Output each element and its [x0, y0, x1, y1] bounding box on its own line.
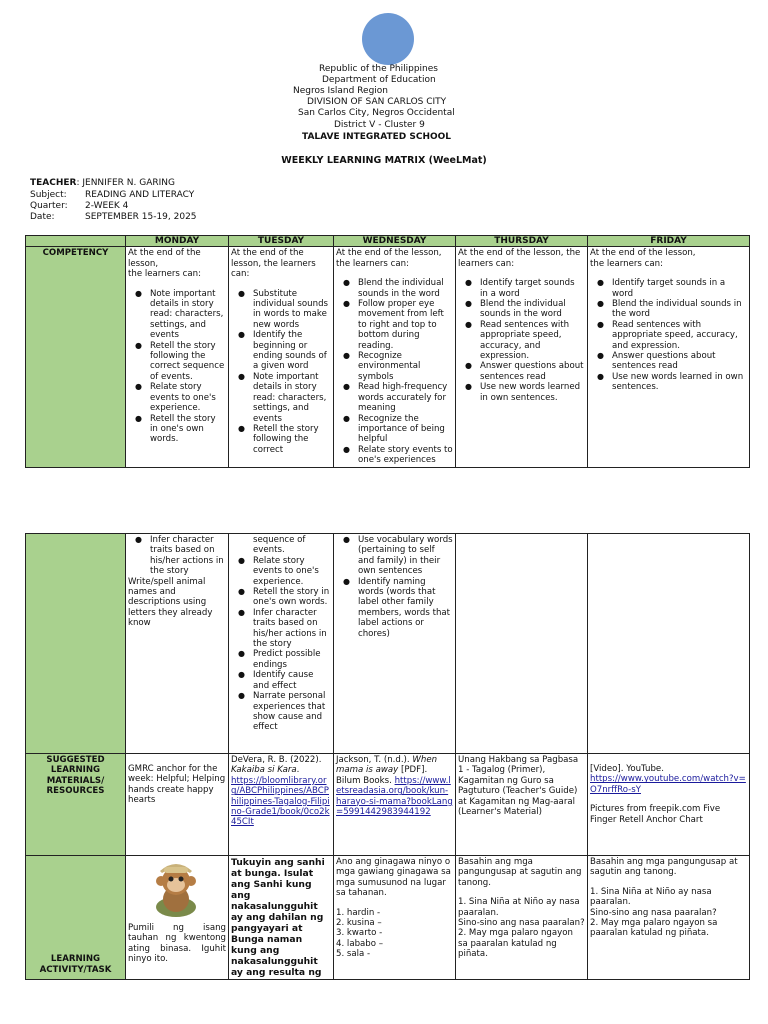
materials-text: Unang Hakbang sa Pagbasa 1 - Tagalog (Primer), Kagamitan ng Guro sa Pagtuturo (Teacher's Guide) at Kagamitan ng Mag-aaral (Learner's Material) — [458, 755, 579, 818]
intro-text: At the end of the lesson, — [128, 248, 201, 269]
meta-quarter — [30, 201, 128, 212]
corner-header-cell — [26, 236, 126, 247]
activity-friday — [588, 856, 750, 980]
materials-friday — [588, 754, 750, 856]
materials-wednesday — [334, 754, 456, 856]
header-district: District V - Cluster 9 — [334, 120, 425, 130]
activity-text: Basahin ang mga pangungusap at sagutin ang tanong. — [458, 857, 582, 888]
intro-text: the learners can: — [128, 269, 201, 280]
subject-label: Subject: — [30, 190, 67, 200]
materials-citation — [336, 755, 453, 817]
list-item: ● Relate story events to one's experiences — [358, 445, 453, 466]
continued-text: sequence of events. — [253, 535, 306, 556]
materials-text: Pictures from freepik.com Five Finger Retell Anchor Chart — [590, 804, 721, 825]
materials-citation — [231, 755, 331, 776]
materials-tuesday — [229, 754, 334, 856]
materials-text: [Video]. YouTube. — [590, 764, 664, 774]
activity-item: Sino-sino ang nasa paaralan? — [590, 907, 717, 918]
subject-value: READING AND LITERACY — [85, 190, 195, 200]
list-item: ● Recognize environmental symbols — [358, 351, 453, 382]
intro-text: the learners can: — [590, 258, 663, 269]
materials-thursday — [456, 754, 588, 856]
list-item: ● Recognize the importance of being helpful — [358, 414, 453, 445]
materials-link[interactable]: https://bloomlibrary.org/ABCPhilippines/ABCPhilippines-Tagalog-Filipino-Grade1/book/0co2k45CIt — [231, 775, 330, 828]
row-label-materials: SUGGESTED LEARNING MATERIALS/ RESOURCES — [26, 754, 126, 856]
activity-wednesday — [334, 856, 456, 980]
header-division: DIVISION OF SAN CARLOS CITY — [307, 97, 447, 107]
competency-thursday — [456, 247, 588, 467]
activity-text: Ano ang ginagawa ninyo o mga gawiang ginagawa sa mga sumusunod na lugar sa tahanan. — [336, 857, 451, 899]
row-label-activity: LEARNING ACTIVITY/TASK — [26, 856, 126, 980]
intro-text: At the end of the lesson, the learners can: — [458, 248, 581, 269]
date-label: Date: — [30, 212, 55, 222]
citation-title: Kakaiba si Kara — [231, 765, 297, 776]
activity-item: 2. kusina – — [336, 918, 382, 929]
list-item: ● Predict possible endings — [253, 649, 331, 670]
materials-text: GMRC anchor for the week: Helpful; Helping hands create happy hearts — [128, 764, 226, 806]
list-item: ● Identify cause and effect — [253, 670, 331, 691]
activity-tuesday — [229, 856, 334, 980]
row-label-competency: COMPETENCY — [26, 247, 126, 467]
activity-item: 1. Sina Niña at Niño ay nasa paaralan. — [458, 897, 580, 918]
competency-friday-cont — [588, 534, 750, 754]
day-header-wednesday: WEDNESDAY — [334, 236, 456, 247]
teacher-label: TEACHER — [30, 178, 77, 188]
deped-seal — [362, 13, 414, 65]
list-item: ● Blend the individual sounds in the word — [358, 278, 453, 299]
matrix-table-page2 — [25, 533, 750, 980]
list-item: ● Blend the individual sounds in the word — [480, 299, 585, 320]
activity-item: 5. sala - — [336, 949, 371, 960]
list-item: ● Retell the story following the correct — [253, 424, 331, 455]
citation-publisher: [PDF]. Bilum Books. — [336, 765, 428, 786]
citation-author: DeVera, R. B. (2022). — [231, 755, 322, 765]
competency-extra: Write/spell animal names and descriptions using letters they already know — [128, 576, 213, 629]
materials-monday — [126, 754, 229, 856]
header-city: San Carlos City, Negros Occidental — [298, 108, 455, 118]
competency-thursday-cont — [456, 534, 588, 754]
list-item: ● Identify naming words (words that label other family members, words that label actions or chores) — [358, 577, 453, 639]
list-item: ● Infer character traits based on his/her actions in the story — [253, 608, 331, 650]
matrix-table-page1 — [25, 235, 750, 468]
header-school: TALAVE INTEGRATED SCHOOL — [302, 132, 452, 142]
meta-date — [30, 212, 197, 223]
list-item: ● Narrate personal experiences that show cause and effect — [253, 691, 331, 733]
quarter-label: Quarter: — [30, 201, 68, 211]
competency-friday — [588, 247, 750, 467]
list-item: ● Note important details in story read: characters, settings, and events — [253, 372, 331, 424]
activity-item: 4. lababo – — [336, 938, 384, 949]
list-item: ● Answer questions about sentences read — [480, 361, 585, 382]
date-value: SEPTEMBER 15-19, 2025 — [85, 212, 197, 222]
activity-item: 3. kwarto - — [336, 928, 383, 939]
activity-text: Basahin ang mga pangungusap at sagutin ang tanong. — [590, 857, 738, 878]
citation-author: Jackson, T. (n.d.). — [336, 755, 413, 765]
competency-tuesday-cont — [229, 534, 334, 754]
document-title: WEEKLY LEARNING MATRIX (WeeLMat) — [281, 155, 487, 166]
competency-monday-cont — [126, 534, 229, 754]
activity-text: Tukuyin ang sanhi at bunga. Isulat ang Sanhi kung ang nakasalungguhit ay ang dahilan ng pangyayari at Bunga naman kung ang nakasalungguhit ay ang resulta ng — [231, 857, 325, 978]
activity-item: 2. May mga palaro ngayon sa paaralan katulad ng piñata. — [458, 928, 573, 960]
list-item: ● Identify target sounds in a word — [612, 278, 747, 299]
teacher-value: : JENNIFER N. GARING — [76, 178, 175, 188]
list-item: ● Follow proper eye movement from left to right and top to bottom during reading. — [358, 299, 453, 351]
monkey-illustration — [142, 857, 210, 919]
list-item: ● Note important details in story read: characters, settings, and events — [150, 289, 226, 341]
list-item: ● Use vocabulary words (pertaining to self and family) in their own sentences — [358, 535, 453, 577]
header-department: Department of Education — [322, 75, 436, 85]
quarter-value: 2-WEEK 4 — [85, 201, 129, 211]
list-item: ● Relate story events to one's experience. — [253, 556, 331, 587]
meta-subject — [30, 190, 194, 201]
list-item: ● Retell the story following the correct sequence of events. — [150, 341, 226, 383]
activity-item: 1. hardin - — [336, 907, 381, 918]
competency-tuesday — [229, 247, 334, 467]
list-item: ● Read sentences with appropriate speed, accuracy, and expression. — [612, 320, 747, 351]
header-region: Negros Island Region — [293, 86, 388, 96]
competency-monday — [126, 247, 229, 467]
day-header-tuesday: TUESDAY — [229, 236, 334, 247]
list-item: ● Identify target sounds in a word — [480, 278, 585, 299]
competency-wednesday — [334, 247, 456, 467]
activity-text: Pumili ng isang tauhan ng kwentong ating binasa. Iguhit ninyo ito. — [128, 923, 226, 965]
list-item: ● Infer character traits based on his/her actions in the story — [150, 535, 226, 577]
activity-item: 1. Sina Niña at Niño ay nasa paaralan. — [590, 886, 712, 908]
list-item: ● Read sentences with appropriate speed, accuracy, and expression. — [480, 320, 585, 362]
activity-item: 2. May mga palaro ngayon sa paaralan katulad ng piñata. — [590, 918, 718, 939]
activity-monday — [126, 856, 229, 980]
citation-punct: . — [296, 765, 300, 776]
day-header-monday: MONDAY — [126, 236, 229, 247]
row-label-competency-cont — [26, 534, 126, 754]
intro-text: At the end of the lesson, the learners can: — [336, 248, 442, 269]
activity-thursday — [456, 856, 588, 980]
list-item: ● Use new words learned in own sentences. — [480, 382, 585, 403]
list-item: ● Use new words learned in own sentences. — [612, 372, 747, 393]
day-header-friday: FRIDAY — [588, 236, 750, 247]
materials-link[interactable]: https://www.letsreadasia.org/book/kun-harayo-si-mama?bookLang=5991442983944192 — [336, 775, 453, 818]
header-republic: Republic of the Philippines — [319, 64, 438, 74]
activity-item: Sino-sino ang nasa paaralan? — [458, 918, 585, 929]
competency-wednesday-cont — [334, 534, 456, 754]
list-item: ● Substitute individual sounds in words to make new words — [253, 289, 331, 331]
citation-title: When mama is away — [336, 755, 438, 776]
day-header-thursday: THURSDAY — [456, 236, 588, 247]
list-item: ● Relate story events to one's experience. — [150, 382, 226, 413]
list-item: ● Identify the beginning or ending sounds of a given word — [253, 330, 331, 372]
list-item: ● Answer questions about sentences read — [612, 351, 747, 372]
list-item: ● Blend the individual sounds in the word — [612, 299, 747, 320]
intro-text: At the end of the lesson, — [590, 248, 696, 259]
intro-text: At the end of the lesson, the learners can: — [231, 248, 316, 280]
list-item: ● Retell the story in one's own words. — [253, 587, 331, 608]
meta-teacher — [30, 178, 175, 189]
list-item: ● Read high-frequency words accurately for meaning — [358, 382, 453, 413]
list-item: ● Retell the story in one's own words. — [150, 414, 226, 445]
materials-link[interactable]: https://www.youtube.com/watch?v=O7nrffRo-sY — [590, 774, 746, 795]
